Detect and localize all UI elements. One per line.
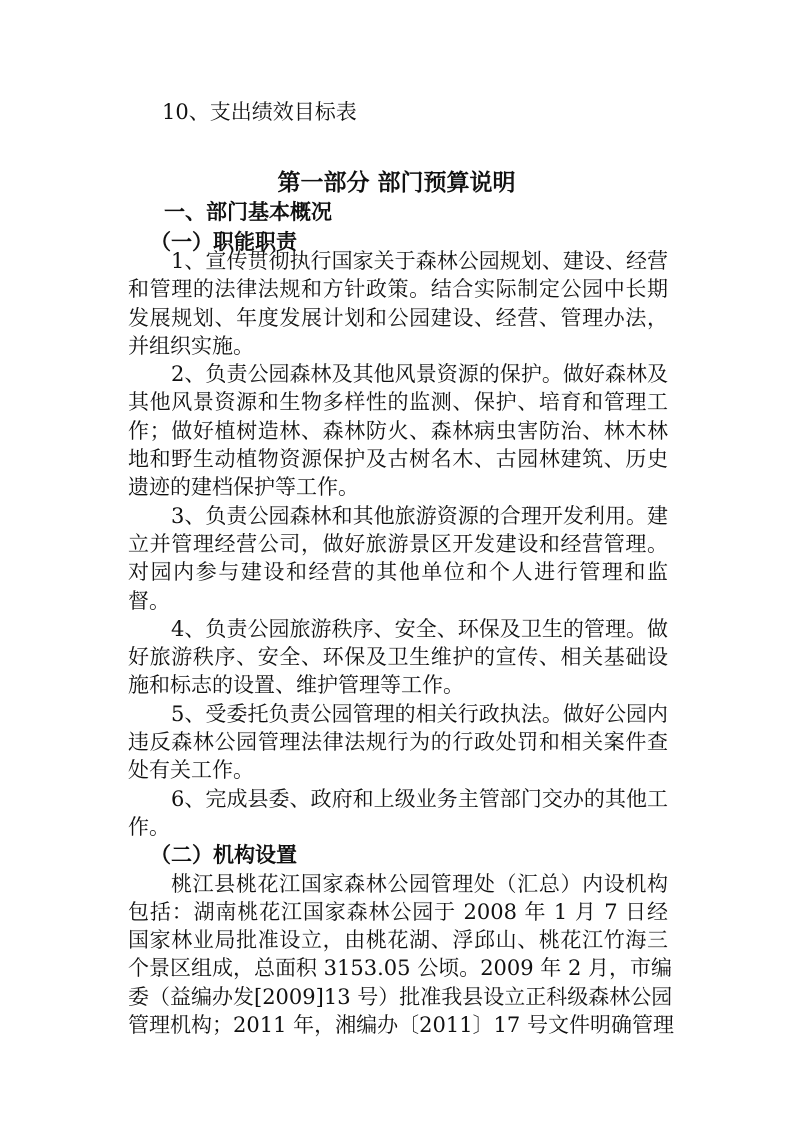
text-line: 包括：湖南桃花江国家森林公园于 2008 年 1 月 7 日经: [128, 899, 668, 924]
subsection-title: [128, 841, 668, 869]
text-line: 委（益编办发[2009]13 号）批准我县设立正科级森林公园: [128, 984, 673, 1009]
text-line: 违反森林公园管理法律法规行为的行政处罚和相关案件查: [128, 730, 668, 755]
text-line: 个景区组成，总面积 3153.05 公顷。2009 年 2 月，市编: [128, 956, 673, 981]
paragraph: [128, 870, 674, 1040]
text-line: 对园内参与建设和经营的其他单位和个人进行管理和监: [128, 560, 668, 585]
text-line: 管理机构；2011 年，湘编办〔2011〕17 号文件明确管理: [128, 1013, 674, 1038]
paragraph: [128, 360, 668, 501]
text-line: 督。: [128, 588, 170, 613]
text-line: 桃江县桃花江国家森林公园管理处（汇总）内设机构: [171, 871, 668, 896]
text-line: 6、完成县委、政府和上级业务主管部门交办的其他工: [171, 786, 668, 811]
text-line: 其他风景资源和生物多样性的监测、保护、培育和管理工: [128, 390, 668, 415]
text-line: 遗迹的建档保护等工作。: [128, 475, 359, 500]
text-line: 施和标志的设置、维护管理等工作。: [128, 673, 464, 698]
text-line: 5、受委托负责公园管理的相关行政执法。做好公园内: [171, 701, 668, 726]
toc-item: 10、支出绩效目标表: [162, 100, 357, 124]
text-line: 1、宣传贯彻执行国家关于森林公园规划、建设、经营: [171, 249, 668, 273]
text-line: 国家林业局批准设立，由桃花湖、浮邱山、桃花江竹海三: [128, 928, 668, 953]
text-line: 好旅游秩序、安全、环保及卫生维护的宣传、相关基础设: [128, 645, 668, 670]
text-line: 2、负责公园森林及其他风景资源的保护。做好森林及: [171, 362, 668, 387]
paragraph: [128, 700, 668, 785]
text-line: 立并管理经营公司，做好旅游景区开发建设和经营管理。: [128, 531, 668, 556]
text-line: （二）机构设置: [150, 842, 297, 868]
text-line: 3、负责公园森林和其他旅游资源的合理开发利用。建: [171, 503, 668, 528]
text-line: 作；做好植树造林、森林防火、森林病虫害防治、林木林: [128, 418, 668, 443]
document-body: [128, 247, 674, 1039]
text-line: 和管理的法律法规和方针政策。结合实际制定公园中长期: [128, 277, 668, 302]
paragraph: [128, 615, 668, 700]
text-line: 4、负责公园旅游秩序、安全、环保及卫生的管理。做: [171, 616, 668, 641]
part-title: 第一部分 部门预算说明: [277, 169, 516, 196]
paragraph: [128, 247, 668, 360]
paragraph: [128, 785, 668, 842]
text-line: 发展规划、年度发展计划和公园建设、经营、管理办法，: [128, 305, 668, 330]
text-line: 并组织实施。: [128, 333, 254, 358]
text-line: 处有关工作。: [128, 758, 254, 783]
section-title: 一、部门基本概况: [164, 199, 332, 224]
text-line: 作。: [128, 814, 170, 839]
paragraph: [128, 502, 668, 615]
text-line: 地和野生动植物资源保护及古树名木、古园林建筑、历史: [128, 447, 668, 472]
subsection-title: （一）职能职责: [150, 229, 297, 254]
